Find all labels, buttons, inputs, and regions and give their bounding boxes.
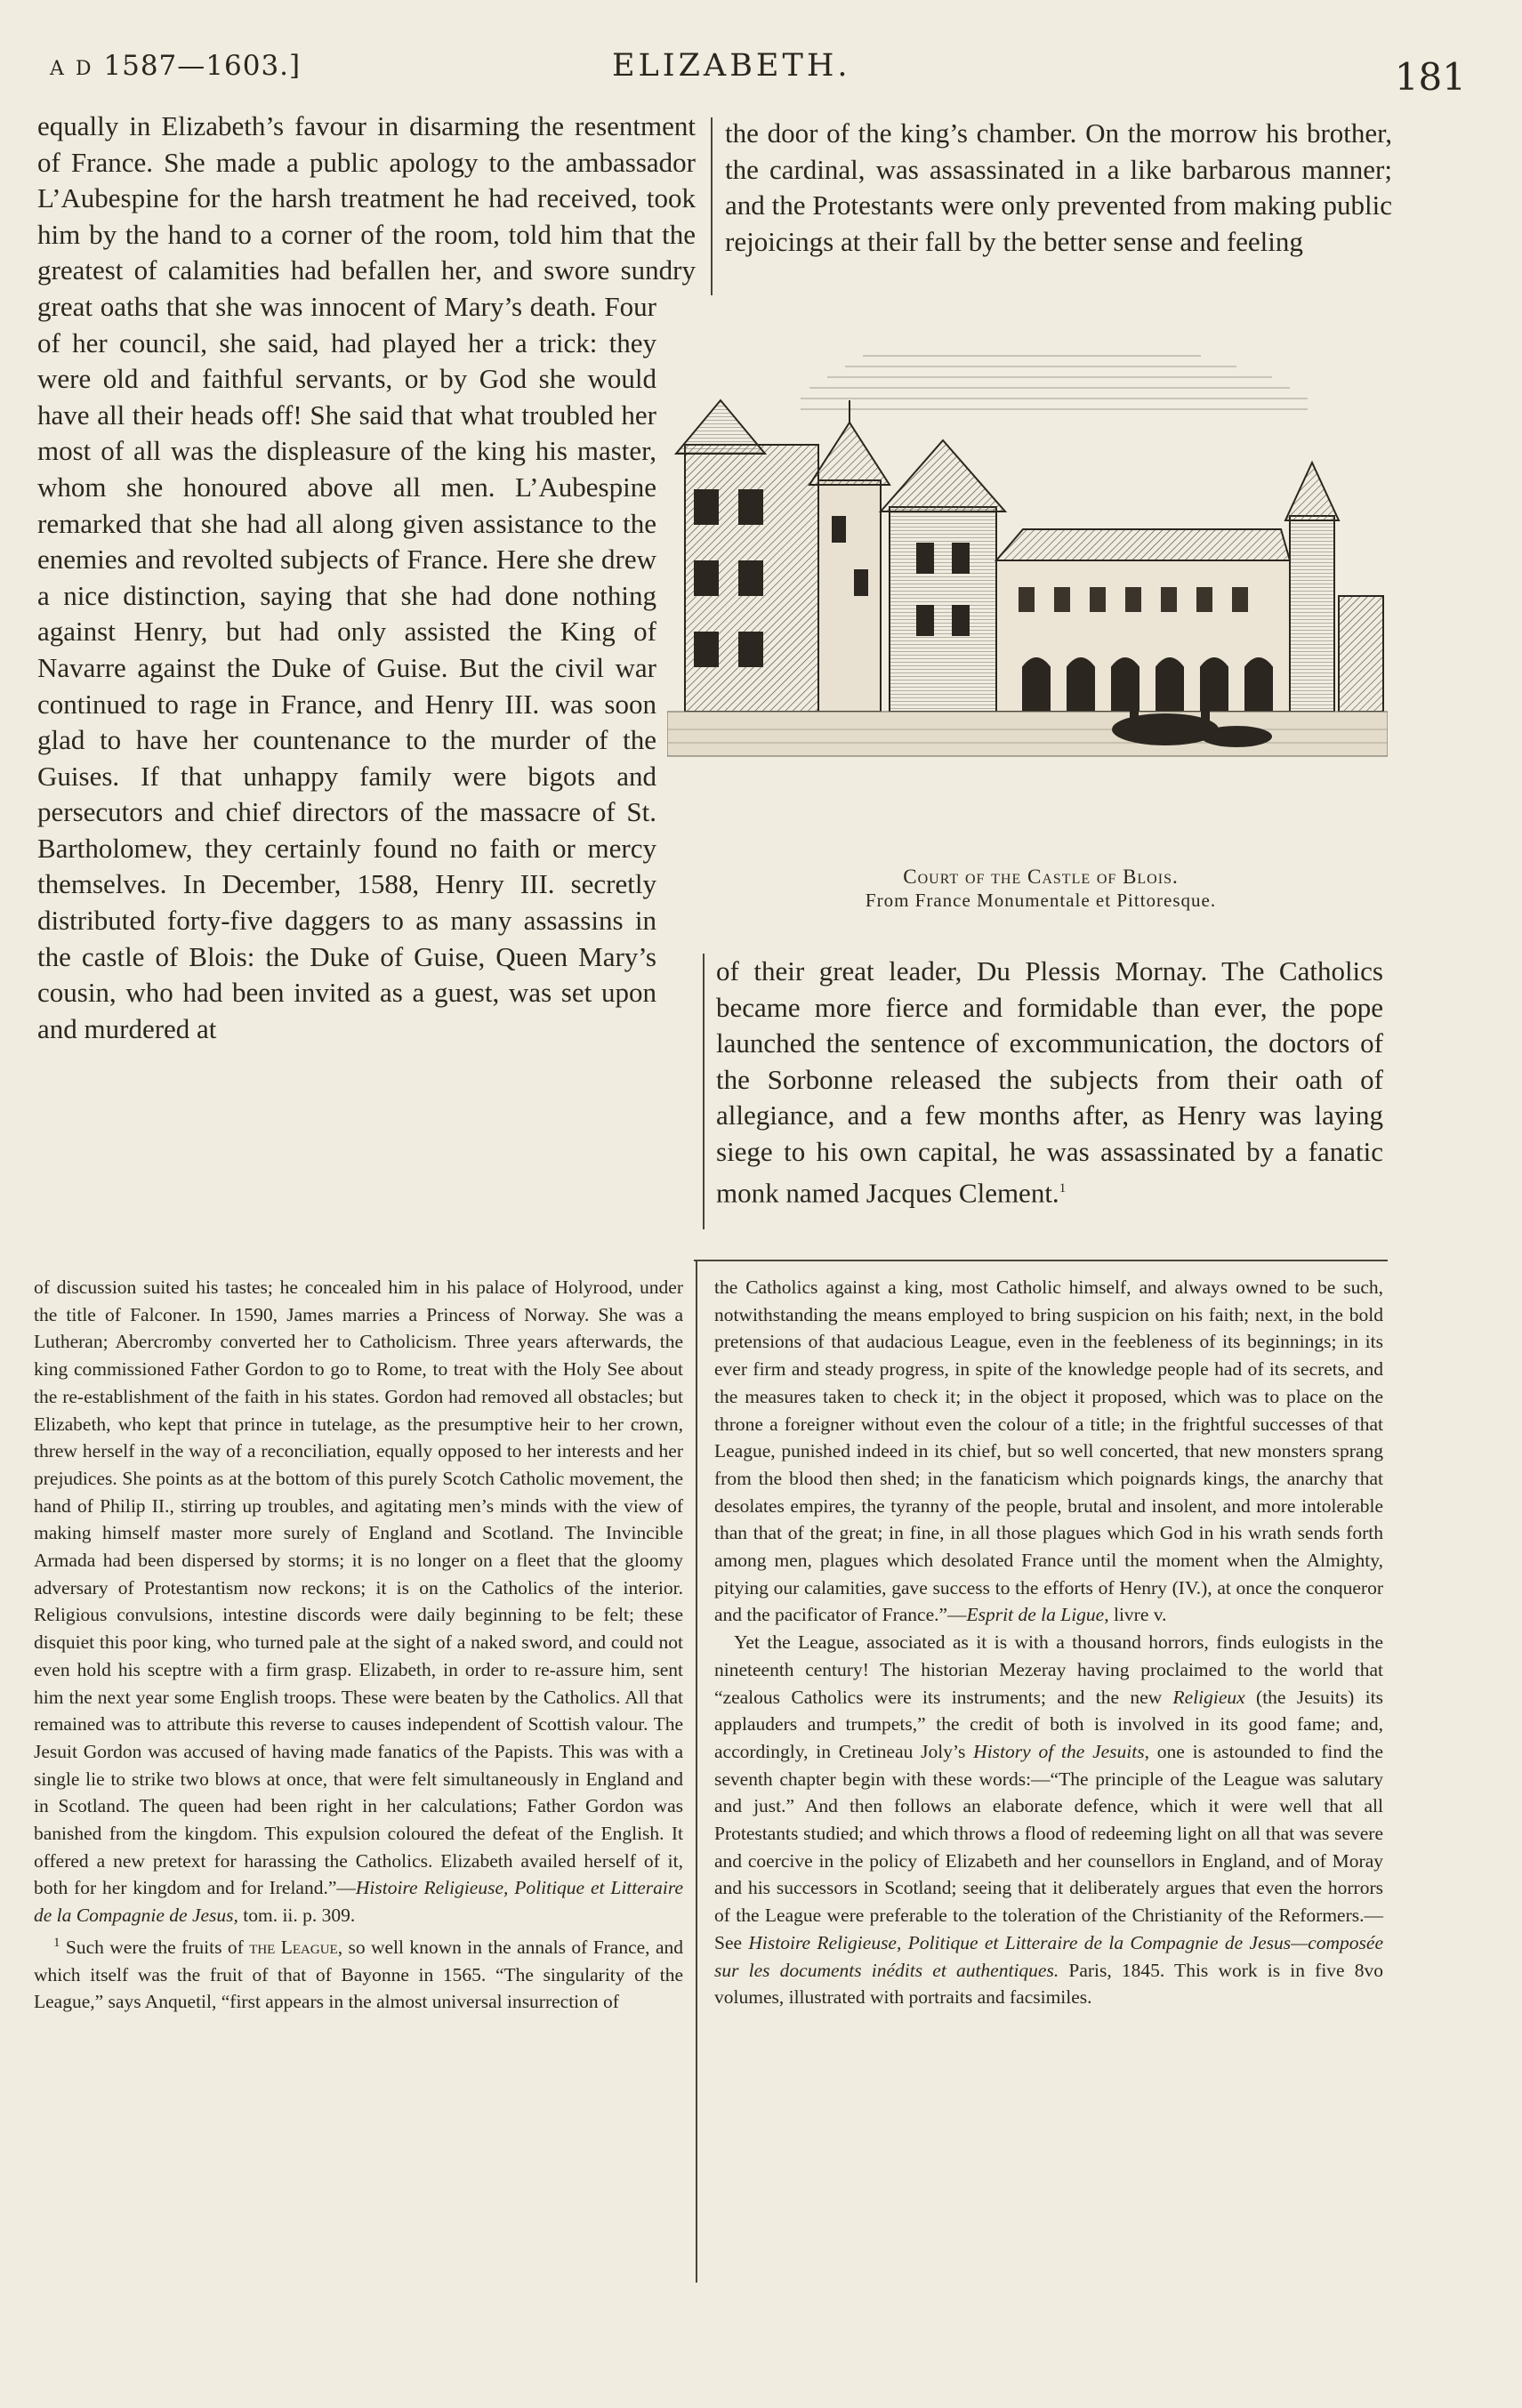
- main-text-right-bottom: [716, 954, 1383, 1211]
- footnote-text-a: Yet the League, associated as it is with a thousand horrors, finds eulogists in the nineteenth century! The historian Mezeray having proclaimed to the world that “zealous Catholics were its instruments; and the new: [714, 1631, 1383, 1708]
- footnote-1-continued: [714, 1274, 1383, 1629]
- footnote-citation-histoire: Histoire Religieuse, Politique et Litteraire de la Compagnie de Jesus,: [34, 1877, 683, 1927]
- footnote-citation-esprit: Esprit de la Ligue,: [966, 1604, 1109, 1626]
- figure-caption-title: Court of the Castle of Blois.: [903, 866, 1179, 888]
- footnote-league-eulogists: [714, 1629, 1383, 2011]
- main-text-right-top: [725, 116, 1392, 260]
- header-ad: A D: [50, 58, 94, 80]
- footnote-marker: 1: [1059, 1180, 1067, 1196]
- footnote-1-text-b: , so well known in the annals of France, and which itself was the fruit of that of Bayonne in 1565. “The singularity of the League,” says Anquetil, “first appears in the almost universal insurrection of: [34, 1937, 683, 2013]
- footnote-1: [34, 1929, 683, 2016]
- figure-caption-source: From France Monumentale et Pittoresque.: [865, 890, 1217, 911]
- main-text-left: [37, 109, 696, 1047]
- footnote-1-league: the League: [249, 1937, 338, 1959]
- main-text-left-column: [37, 109, 696, 1251]
- footnote-continued-text: of discussion suited his tastes; he concealed him in his palace of Holyrood, under the title of Falconer. In 1590, James marries a Princess of Norway. She was a Lutheran; Abercromby converted her to Catholicism. Three years afterwards, the king commissioned Father Gordon to go to Rome, to treat with the Holy See about the re-establishment of the faith in his states. Gordon had removed all obstacles; but Elizabeth, who kept that prince in tutelage, as the presumptive heir to her crown, threw herself in the way of a reconciliation, equally opposed to her interests and her prejudices. She points as at the bottom of this purely Scotch Catholic movement, the hand of Philip II., stirring up troubles, and agitating men’s minds with the view of making himself master more surely of England and Scotland. The Invincible Armada had been dispersed by storms; it is no longer on a fleet that the gloomy adversary of Protestantism now reckons; it is on the Catholics of the interior. Religious convulsions, intestine discords were daily beginning to be felt; these disquiet this poor king, who turned pale at the sight of a naked sword, and could not even hold his sceptre with a firm grasp. Elizabeth, in order to re-assure him, sent him the next year some English troops. These were beaten by the Catholics. All that remained was to attribute this reverse to causes independent of Scottish valour. The Jesuit Gordon was accused of having made fanatics of the Papists. This was with a single lie to strike two blows at once, that were felt simultaneously in England and in Scotland. The queen had been right in her calculations; Father Gordon was banished from the kingdom. This expulsion coloured the defeat of the English. It offered a new pretext for harassing the Catholics. Elizabeth availed herself of it, both for her kingdom and for Ireland.”—: [34, 1276, 683, 1899]
- footnote-column-rule: [696, 1260, 697, 2283]
- footnotes-right-column: [714, 1274, 1383, 2011]
- footnote-text-c: , one is astounded to find the seventh chapter begin with these words:—“The principle of the League was salutary and just.” And then follows an elaborate defence, which it were well that all Protestants studied; and which throws a flood of redeeming light on all that was severe and coercive in the policy of Elizabeth and her counsellors in England, and of Moray and his successors in Scotland; seeing that it deliberately argues that even the horrors of the League were preferable to the toleration of the Christianity of the Reformers.—See: [714, 1740, 1383, 1953]
- main-text-left-body: equally in Elizabeth’s favour in disarming the resentment of France. She made a public apology to the ambassador L’Aubespine for the harsh treatment he had received, took him by the hand to a corner of the room, told him that the greatest of calamities had befallen her, and swore sundry great oaths that she was innocent of Mary’s death. Four of her council, she said, had played her a trick: they were old and faithful servants, or by God she would have all their heads off! She said that what troubled her most of all was the displeasure of the king his master, whom she honoured above all men. L’Aubespine remarked that she had all along given assistance to the enemies and revolted subjects of France. Here she drew a nice distinction, saying that she had done nothing against Henry, but had only assisted the King of Navarre against the Duke of Guise. But the civil war continued to rage in France, and Henry III. was soon glad to have her countenance to the murder of the Guises. If that unhappy family were bigots and persecutors and chief directors of the massacre of St. Bartholomew, they certainly found no faith or mercy themselves. In December, 1588, Henry III. secretly distributed forty-five daggers to as many assassins in the castle of Blois: the Duke of Guise, Queen Mary’s cousin, who had been invited as a guest, was set upon and murdered at: [37, 110, 696, 1044]
- footnote-citation-end: tom. ii. p. 309.: [238, 1905, 356, 1927]
- footnote-separator: [694, 1260, 1388, 1261]
- footnotes-left-column: [34, 1274, 683, 2016]
- footnote-continued: [34, 1274, 683, 1929]
- header-years: 1587—1603.]: [103, 50, 302, 82]
- footnote-citation-livre: livre v.: [1108, 1604, 1167, 1626]
- column-rule-top: [711, 117, 713, 295]
- page-number: 181: [1394, 55, 1466, 99]
- main-text-right-bottom-para: [716, 954, 1383, 1211]
- footnote-text-d: Paris, 1845. This work is in five 8vo volumes, illustrated with portraits and facsimiles.: [714, 1959, 1383, 2009]
- footnote-citation-histoire-full: Histoire Religieuse, Politique et Litteraire de la Compagnie de Jesus—composée sur les documents inédits et authentiques.: [714, 1931, 1383, 1981]
- footnote-1-continued-text: the Catholics against a king, most Catholic himself, and always owned to be such, notwithstanding the means employed to bring suspicion on his faith; next, in the bold pretensions of that audacious League, even in the feebleness of its beginnings; in its ever firm and steady progress, in spite of the knowledge people had of its secrets, and the measures taken to check it; in the object it proposed, which was to place on the throne a foreigner without even the colour of a title; in the frightful successes of that League, punished indeed in its chief, but so well concerted, that new monsters sprang from the blood then shed; in the fanaticism which poignards kings, the anarchy that desolates empires, the tyranny of the people, brutal and insolent, and more intolerable than that of the great; in fine, in all those plagues which God in his wrath sends forth among men, plagues which desolated France until the moment when the Almighty, pitying our calamities, gave success to the efforts of Henry (IV.), at once the conqueror and the pacificator of France.”—: [714, 1276, 1383, 1626]
- footnote-history-jesuits: History of the Jesuits: [973, 1740, 1145, 1762]
- running-header: [34, 43, 1493, 99]
- main-text-right-bottom-body: of their great leader, Du Plessis Mornay. The Catholics became more fierce and formidable than ever, the pope launched the sentence of excommunication, the doctors of the Sorbonne released the subjects from their oath of allegiance, and a few months after, as Henry was laying siege to his own capital, he was assassinated by a fanatic monk named Jacques Clement.: [716, 955, 1383, 1208]
- footnote-1-marker: 1: [53, 1935, 60, 1950]
- page-title: ELIZABETH.: [612, 48, 851, 84]
- footnote-text-b: (the Jesuits) its applauders and trumpets,” the credit of both is involved in its good fame; and, accordingly, in Cretineau Joly’s: [714, 1686, 1383, 1762]
- figure-caption: [703, 865, 1379, 913]
- main-text-right-top-body: the door of the king’s chamber. On the morrow his brother, the cardinal, was assassinated in a like barbarous manner; and the Protestants were only prevented from making public rejoicings at their fall by the better sense and feeling: [725, 117, 1392, 257]
- footnote-religieux: Religieux: [1172, 1686, 1245, 1708]
- footnote-1-text-a: Such were the fruits of: [60, 1937, 250, 1959]
- column-rule-bottom: [703, 954, 705, 1229]
- header-date-range: [50, 50, 301, 82]
- castle-of-blois-engraving: [667, 338, 1388, 827]
